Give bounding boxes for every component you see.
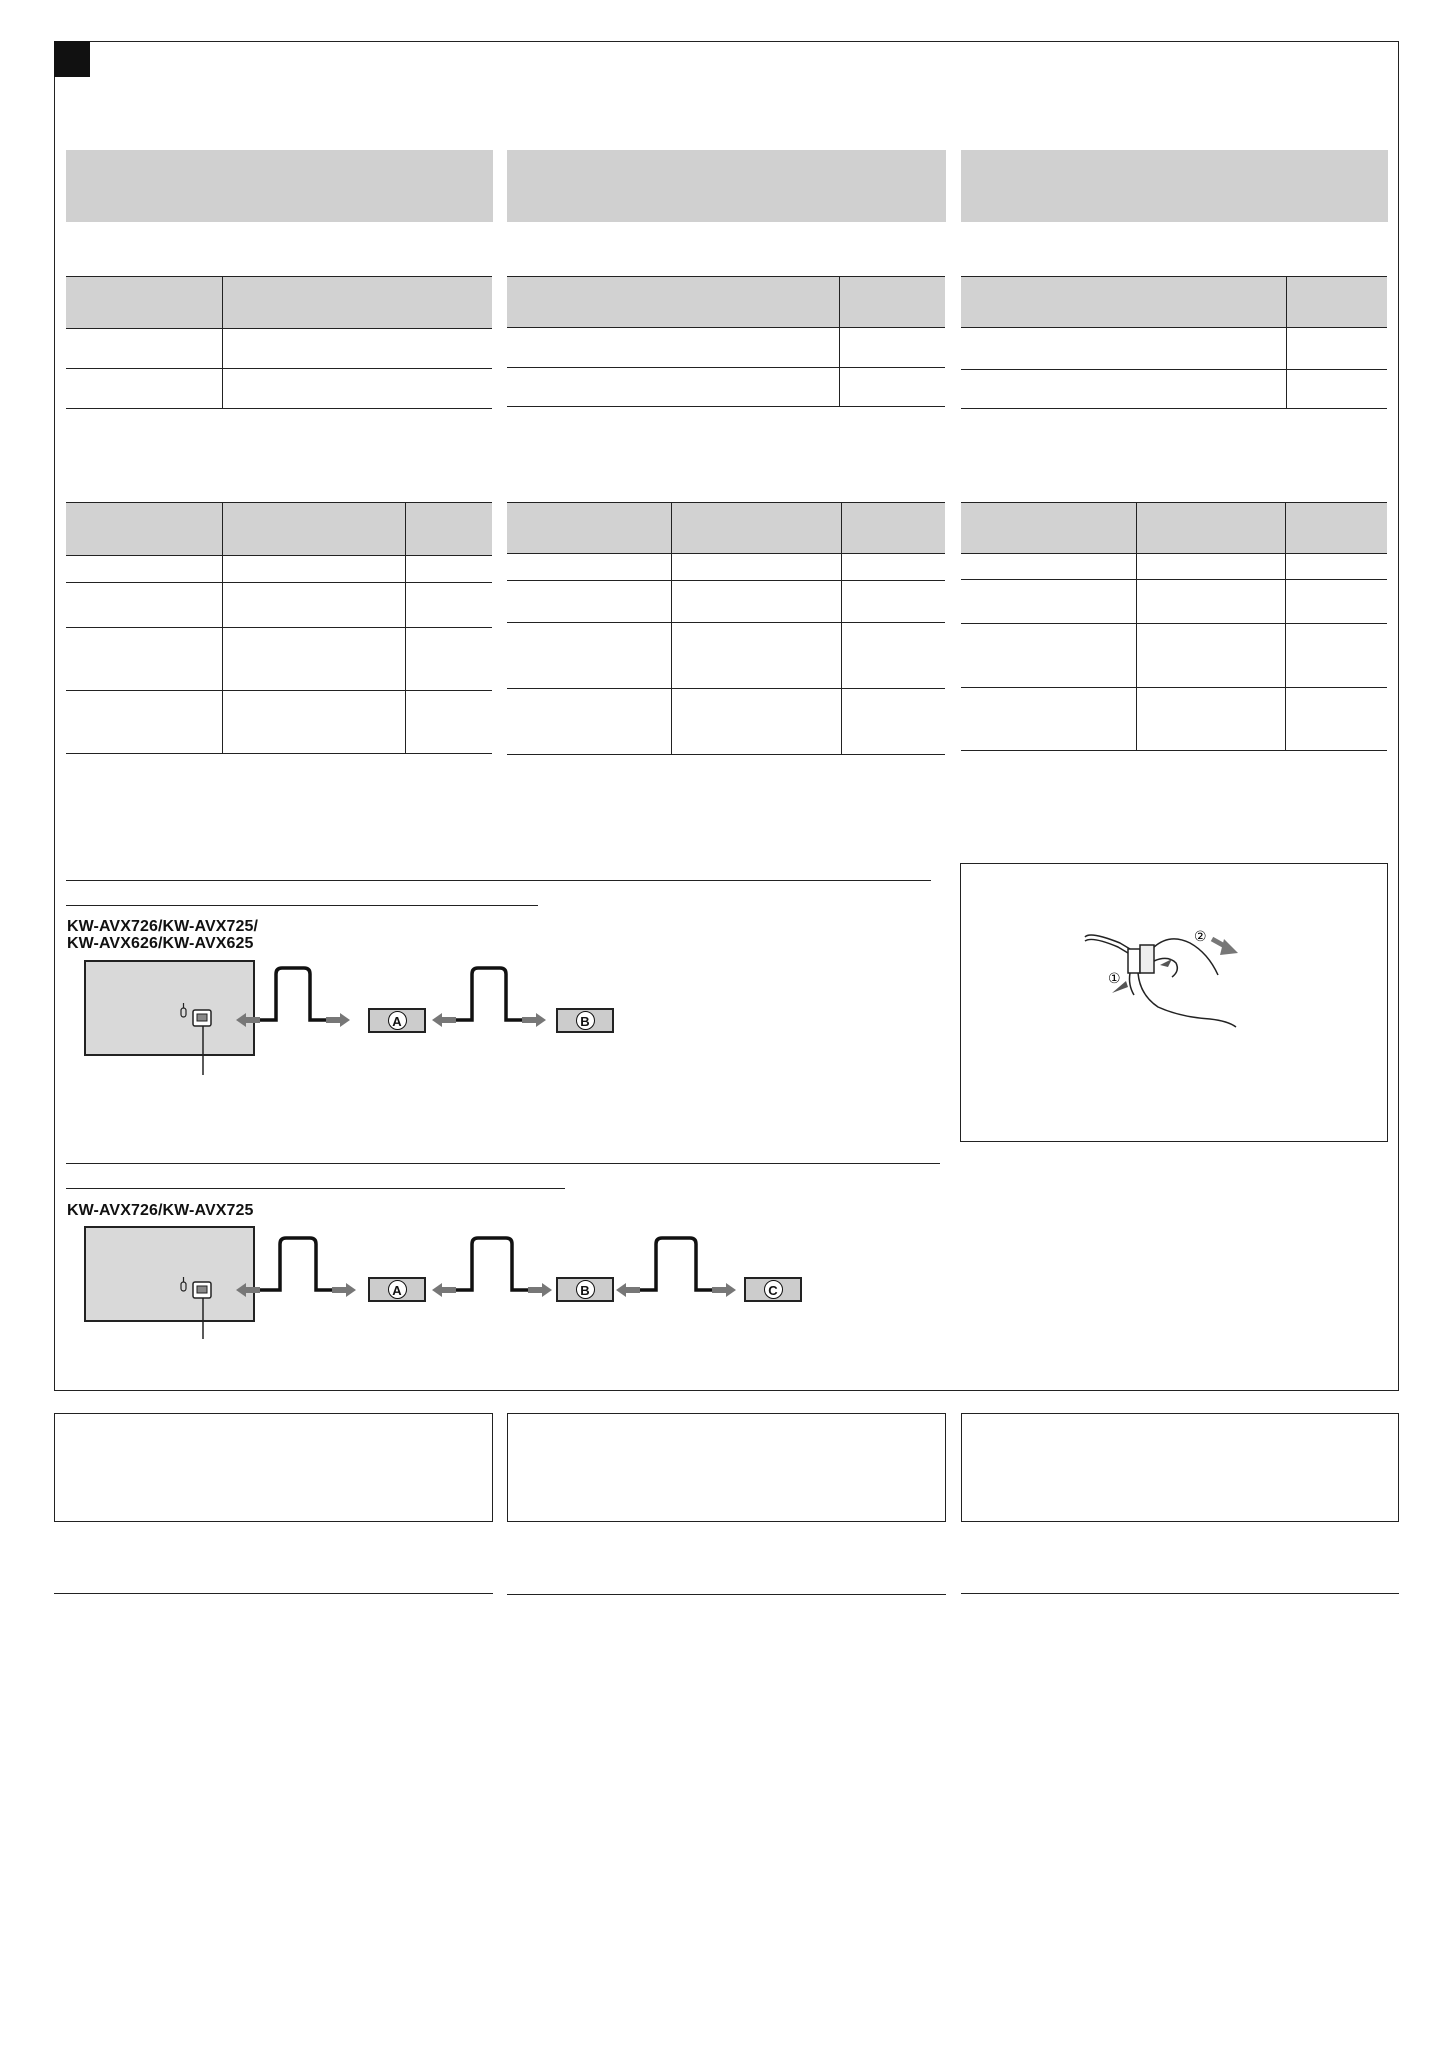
device-c-label: C: [764, 1280, 783, 1299]
cable-1: [260, 1238, 332, 1290]
cable-2: [456, 968, 522, 1020]
device-a: [368, 1008, 426, 1033]
cable-3: [640, 1238, 712, 1290]
arrow-left-1: [236, 1283, 260, 1297]
usb-port-icon: [193, 1010, 211, 1026]
step-1-label: ①: [1108, 971, 1121, 987]
table-1a: [66, 276, 492, 409]
table-2a: [66, 502, 492, 754]
device-b-label: B: [576, 1011, 595, 1030]
microphone-icon: [181, 1003, 186, 1017]
cable-2: [456, 1238, 528, 1290]
microphone-icon: [181, 1277, 186, 1291]
hand-illustration: [1060, 915, 1260, 1045]
section-marker: [54, 41, 90, 77]
device-b: [556, 1008, 614, 1033]
usb-port-icon: [193, 1282, 211, 1298]
device-a-label: A: [388, 1280, 407, 1299]
column-3-header: [961, 150, 1388, 222]
column-1-header: [66, 150, 493, 222]
device-b-label: B: [576, 1280, 595, 1299]
device-c: [744, 1277, 802, 1302]
arrow-left-3: [616, 1283, 640, 1297]
arrow-left-2: [432, 1013, 456, 1027]
arrow-right-1: [326, 1013, 350, 1027]
model-label-set-1: [67, 918, 258, 952]
model-label-line-2: KW-AVX626/KW-AVX625: [67, 935, 254, 952]
arrow-right-2: [528, 1283, 552, 1297]
table-2b: [507, 502, 945, 755]
footer-rule-1: [54, 1593, 493, 1594]
section-2-rule: [66, 1163, 940, 1164]
note-box-2: [507, 1413, 946, 1522]
note-box-3: [961, 1413, 1399, 1522]
column-2-header: [507, 150, 946, 222]
device-a: [368, 1277, 426, 1302]
arrow-right-2: [522, 1013, 546, 1027]
arrow-left-1: [236, 1013, 260, 1027]
step-2-label: ②: [1194, 929, 1207, 945]
model-label-line-1: KW-AVX726/KW-AVX725/: [67, 918, 259, 935]
device-b: [556, 1277, 614, 1302]
cable-1: [260, 968, 326, 1020]
arrow-left-2: [432, 1283, 456, 1297]
footer-rule-2: [507, 1594, 946, 1595]
section-2-subrule: [66, 1188, 565, 1189]
model-label-set-2: KW-AVX726/KW-AVX725: [67, 1202, 254, 1219]
section-1-rule: [66, 880, 931, 881]
note-box-1: [54, 1413, 493, 1522]
device-a-label: A: [388, 1011, 407, 1030]
footer-rule-3: [961, 1593, 1399, 1594]
section-1-subrule: [66, 905, 538, 906]
arrow-right-3: [712, 1283, 736, 1297]
table-1c: [961, 276, 1387, 409]
connection-diagram-2: [60, 1216, 820, 1346]
arrow-right-1: [332, 1283, 356, 1297]
table-2c: [961, 502, 1387, 751]
table-1b: [507, 276, 945, 407]
